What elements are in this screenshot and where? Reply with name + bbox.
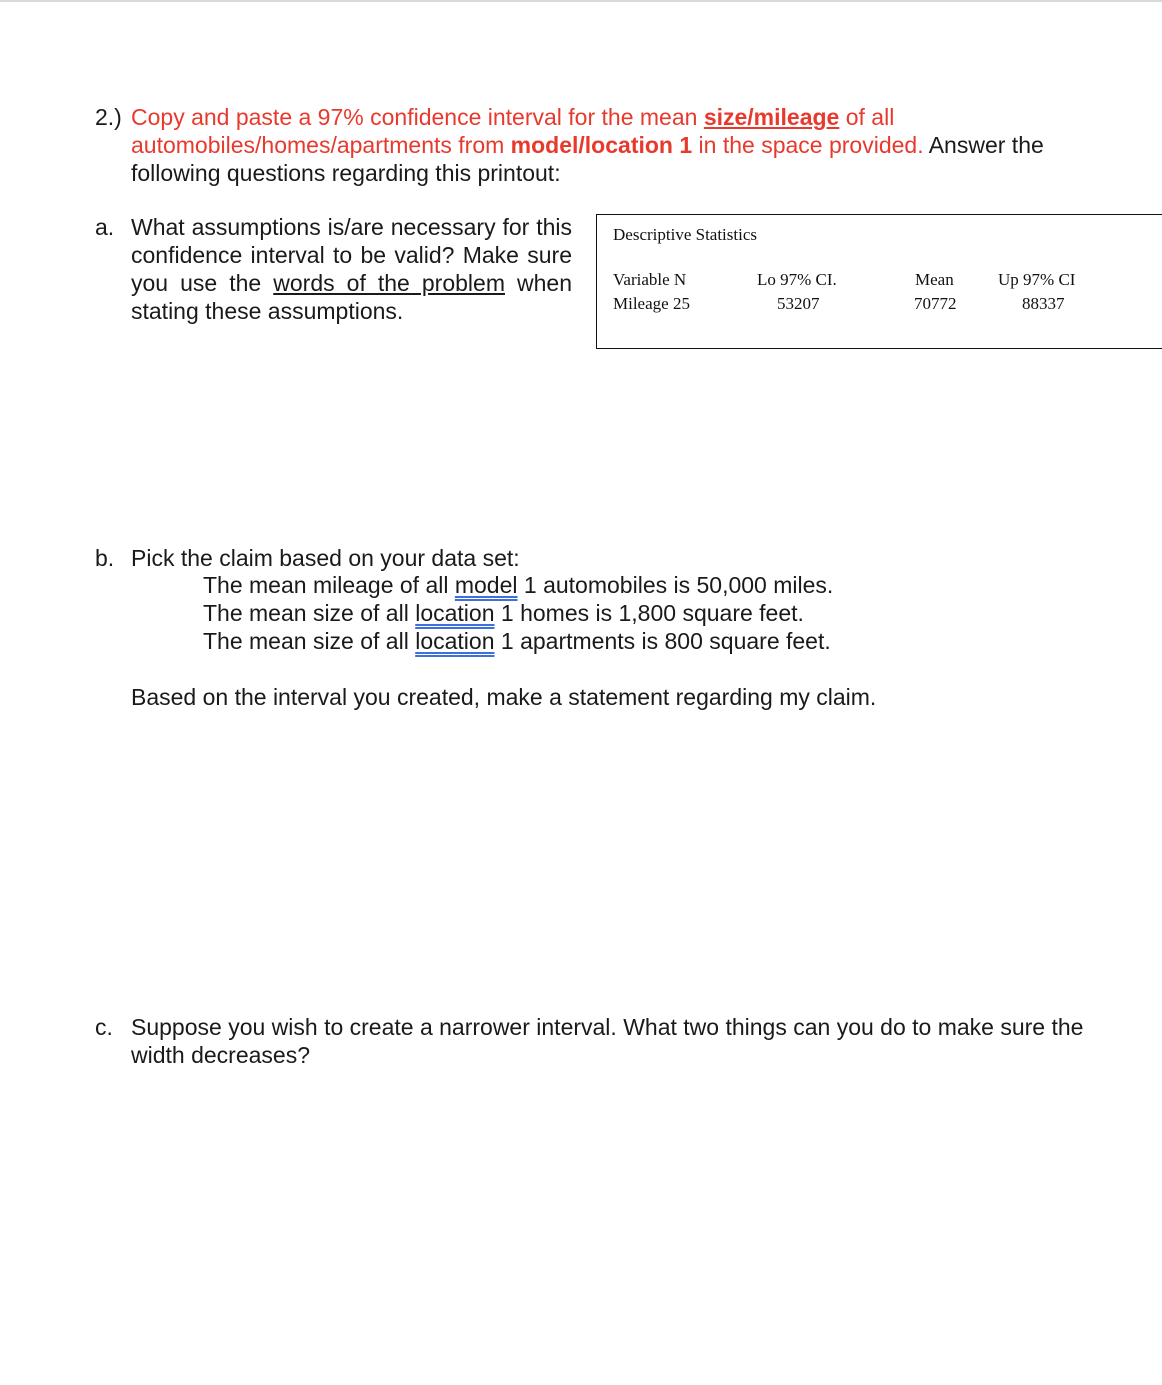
instruction-text-3: in the space provided. [692,132,924,158]
part-b-prompt: Pick the claim based on your data set: [131,545,520,571]
claim-text: The mean size of all [203,600,416,626]
question-2-prompt [131,103,1091,187]
stats-title: Descriptive Statistics [613,225,758,244]
claim-homes [203,599,804,627]
descriptive-statistics-box [596,214,1162,349]
claim-text: 1 homes is 1,800 square feet. [494,600,804,626]
claim-text: The mean size of all [203,628,416,654]
part-a-text-1: What assumptions is/are necessary for this confidence interval to be valid? Make sure you use the [131,214,572,296]
part-a-underlined: words of the problem [273,270,505,296]
instruction-tail: Answer the following questions regarding this printout: [131,132,1044,186]
part-c-question: Suppose you wish to create a narrower interval. What two things can you do to make sure the width decreases? [131,1014,1084,1068]
stats-row-lo-ci: 53207 [777,294,820,313]
claim-automobiles [203,571,833,599]
question-number: 2.) [95,104,122,130]
stats-row-up-ci: 88337 [1022,294,1065,313]
stats-row-mean: 70772 [914,294,957,313]
claim-apartments [203,627,831,655]
instruction-emphasis-bold: model/location 1 [510,132,693,158]
part-a-question [131,213,572,325]
instruction-text-1: Copy and paste a 97% confidence interval for the mean [131,104,704,130]
part-b-follow-up: Based on the interval you created, make a statement regarding my claim. [131,684,877,710]
claim-text: 1 apartments is 800 square feet. [494,628,831,654]
stats-header-variable-n: Variable N [613,270,687,289]
claim-marked-word: location [415,628,495,654]
claim-marked-word: model [454,572,518,598]
part-b-marker: b. [95,545,115,571]
stats-header-up-ci: Up 97% CI [998,270,1076,289]
part-a-marker: a. [95,214,115,240]
instruction-text-2: of all automobiles/homes/apartments from [131,104,895,158]
part-a-text-2: when stating these assumptions. [131,270,573,324]
instruction-emphasis-underlined: size/mileage [703,104,840,130]
claim-text: The mean mileage of all [203,572,455,598]
claim-text: 1 automobiles is 50,000 miles. [517,572,834,598]
top-border-line [0,0,1162,2]
claim-marked-word: location [415,600,495,626]
part-c-marker: c. [95,1014,113,1040]
stats-header-lo-ci: Lo 97% CI. [757,270,837,289]
stats-row-variable: Mileage 25 [613,294,690,313]
stats-header-mean: Mean [915,270,954,289]
